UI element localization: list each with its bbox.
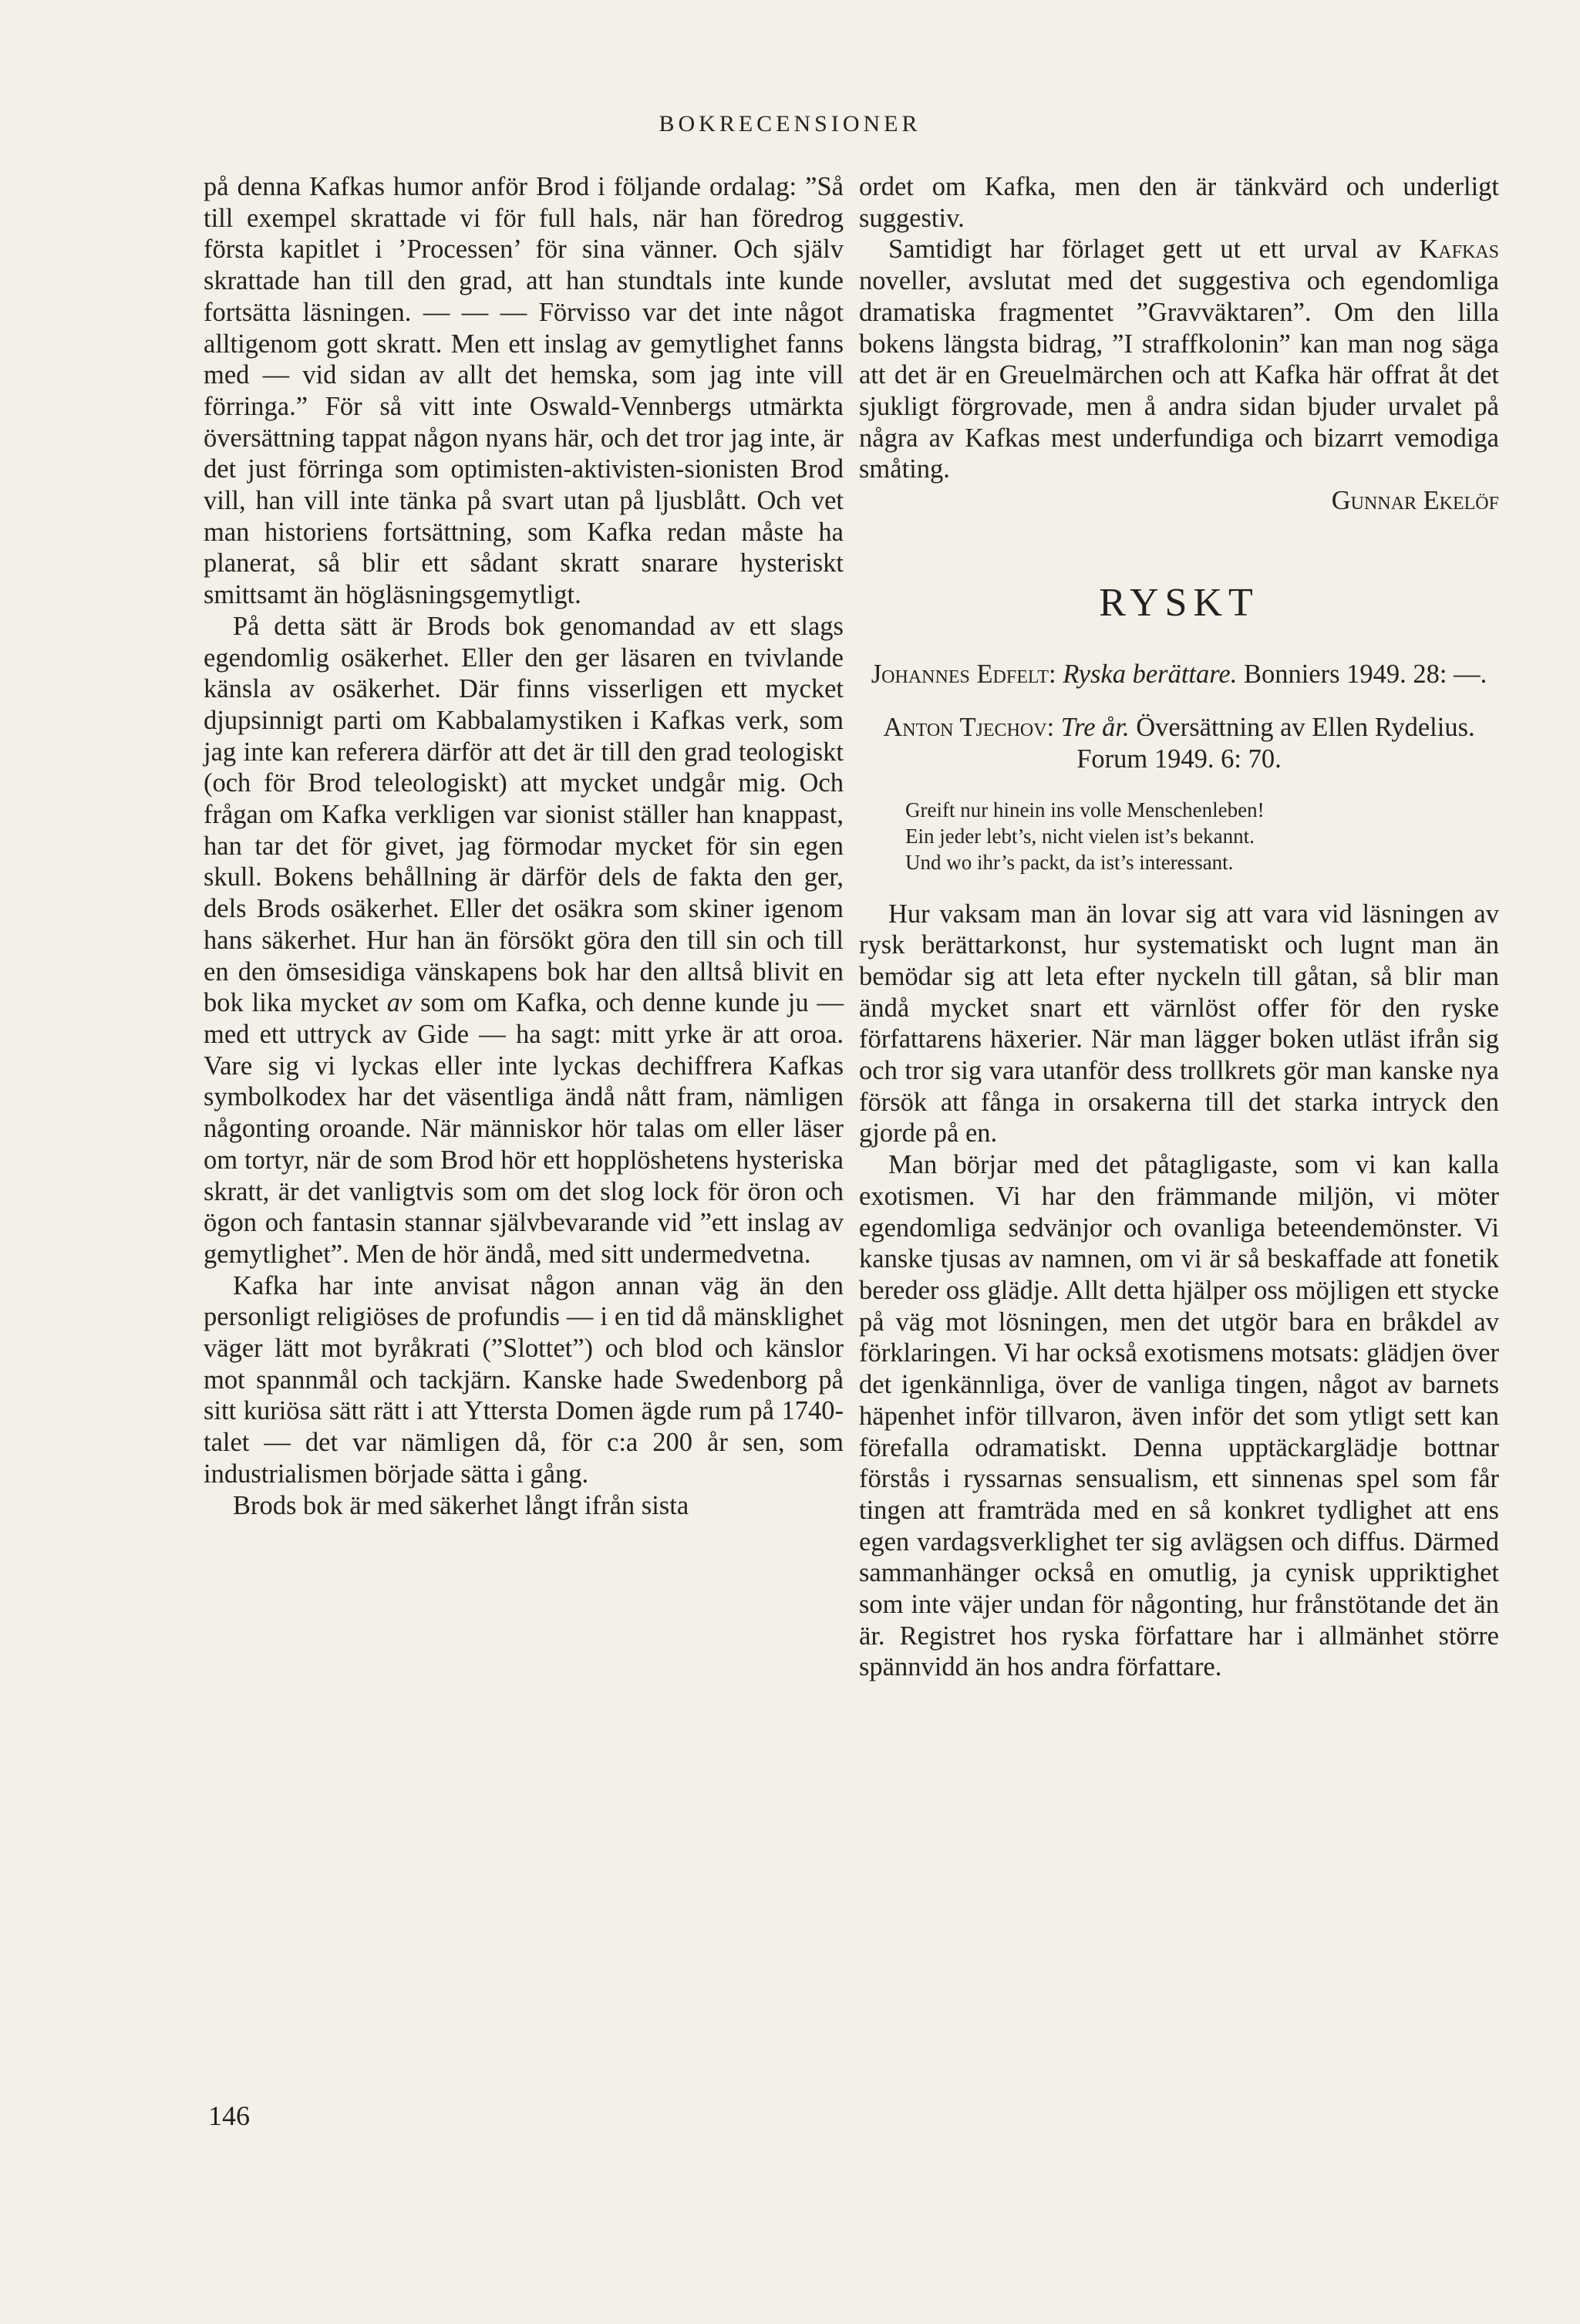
epigraph-line: Ein jeder lebt’s, nicht vielen ist’s bekannt. — [905, 824, 1255, 848]
section-heading: RYSKT — [1099, 580, 1259, 625]
running-head: BOKRECENSIONER — [659, 111, 921, 137]
bibliography-entry: Johannes Edfelt: Ryska berättare. Bonniers 1949. 28: —. — [871, 659, 1487, 690]
left-column — [204, 171, 844, 1521]
epigraph — [905, 797, 1499, 875]
epigraph-line: Greift nur hinein ins volle Menschenleben! — [905, 798, 1265, 821]
review-signature: Gunnar Ekelöf — [1331, 486, 1499, 516]
paragraph: Brods bok är med säkerhet långt ifrån sista — [233, 1490, 689, 1520]
paragraph: Hur vaksam man än lovar sig att vara vid läsningen av rysk berättarkonst, hur systematiskt och lugnt man än bemödar sig att leta efter nyckeln till gåtan, så blir man ändå mycket snart ett värnlöst offer för den ryske författarens häxerier. När man lägger boken utläst ifrån sig och tror sig vara utanför dess trollkrets gör man kanske nya försök att fånga in orsakerna till det starka intryck den gjorde på en. — [859, 899, 1499, 1149]
epigraph-line: Und wo ihr’s packt, da ist’s interessant. — [905, 850, 1234, 874]
right-column — [859, 171, 1499, 1683]
paragraph: ordet om Kafka, men den är tänkvärd och underligt suggestiv. — [859, 172, 1499, 233]
paragraph: Samtidigt har förlaget gett ut ett urval av Kafkas noveller, avslutat med det suggestiva och egendomliga dramatiska fragmentet ”Gravväktaren”. Om den lilla bokens längsta bidrag, ”I straffkolonin” kan man nog säga att det är en Greuelmärchen och att Kafka här offrat åt det sjukligt förgrovade, men å andra sidan bjuder urvalet på några av Kafkas mest underfundiga och bizarrt vemodiga småting. — [859, 234, 1499, 484]
page-number: 146 — [208, 2100, 250, 2131]
paragraph: Kafka har inte anvisat någon annan väg än den personligt religiöses de profundis — i en tid då mänsklighet väger lätt mot byråkrati (”Slottet”) och blod och känslor mot spannmål och tackjärn. Kanske hade Swedenborg på sitt kuriösa sätt rätt i att Yttersta Domen ägde rum på 1740-talet — det var nämligen då, för c:a 200 år sen, som industrialismen började sätta i gång. — [204, 1270, 844, 1489]
bibliography-entry: Anton Tjechov: Tre år. Översättning av Ellen Rydelius. Forum 1949. 6: 70. — [883, 713, 1475, 774]
paragraph: På detta sätt är Brods bok genomandad av ett slags egendomlig osäkerhet. Eller den ger läsaren en tvivlande känsla av osäkerhet. Där finns visserligen ett mycket djupsinnigt parti om Kabbalamystiken i Kafkas verk, som jag inte kan referera därför att det är till den grad teologiskt (och för Brod teleologiskt) att mycket undgår mig. Och frågan om Kafka verkligen var sionist ställer han knappast, han tar det för givet, jag förmodar mycket för sin egen skull. Bokens behållning är därför dels de fakta den ger, dels Brods osäkerhet. Eller det osäkra som skiner igenom hans säkerhet. Hur han än försökt göra den till sin och till en den ömsesidiga vänskapens bok har den alltså blivit en bok lika mycket av som om Kafka, och denne kunde ju — med ett uttryck av Gide — ha sagt: mitt yrke är att oroa. Vare sig vi lyckas eller inte lyckas dechiffrera Kafkas symbolkodex har det väsentliga ändå nått fram, nämligen någonting oroande. När människor hör talas om eller läser om tortyr, när de som Brod hör ett hopplöshetens hysteriska skratt, är det vanligtvis som om det slog lock för öron och ögon och fantasin stannar självbevarande vid ”ett inslag av gemytlighet”. Men de hör ändå, med sitt undermedvetna. — [204, 611, 844, 1269]
paragraph: på denna Kafkas humor anför Brod i följande ordalag: ”Så till exempel skrattade vi för full hals, när han föredrog första kapitlet i ’Processen’ för sina vänner. Och själv skrattade han till den grad, att han stundtals inte kunde fortsätta läsningen. — — — Förvisso var det inte något alltigenom gott skratt. Men ett inslag av gemytlighet fanns med — vid sidan av allt det hemska, som jag inte vill förringa.” För så vitt inte Oswald-Vennbergs utmärkta översättning tappat någon nyans här, och det tror jag inte, är det just förringa som optimisten-aktivisten-sionisten Brod vill, han vill inte tänka på svart utan på ljusblått. Och vet man historiens fortsättning, som Kafka redan måste ha planerat, så blir ett sådant skratt snarare hysteriskt smittsamt än högläsningsgemytligt. — [204, 172, 844, 610]
paragraph: Man börjar med det påtagligaste, som vi kan kalla exotismen. Vi har den främmande miljön, vi möter egendomliga sedvänjor och ovanliga beteendemönster. Vi kanske tjusas av namnen, om vi är så beskaffade att fonetik bereder oss glädje. Allt detta hjälper oss möjligen ett stycke på väg mot lösningen, men det utgör bara en bråkdel av förklaringen. Vi har också exotismens motsats: glädjen över det igenkännliga, över de vanliga tingen, något av barnets häpenhet inför tillvaron, även inför det som ytligt sett kan förefalla odramatiskt. Denna upptäckarglädje bottnar förstås i ryssarnas sensualism, ett sinnenas spel som får tingen att framträda med en så konkret tydlighet att ens egen vardagsverklighet ter sig avlägsen och diffus. Därmed sammanhänger också en omutlig, ja cynisk uppriktighet som inte väjer undan för någonting, hur frånstötande det än är. Registret hos ryska författare har i allmänhet större spännvidd än hos andra författare. — [859, 1150, 1499, 1682]
